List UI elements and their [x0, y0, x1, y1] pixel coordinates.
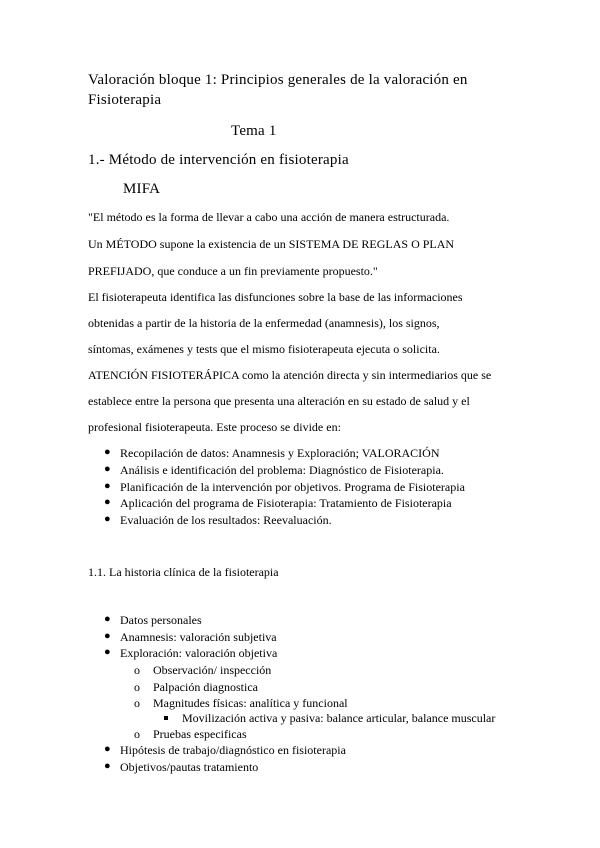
list-item: Palpación diagnostica [153, 680, 258, 694]
bullet-dot-icon: ● [104, 743, 111, 755]
section-1-heading: 1.- Método de intervención en fisioterapia [88, 152, 349, 168]
tema-heading: Tema 1 [231, 123, 277, 139]
paragraph-line: Un MÉTODO supone la existencia de un SISTEMA DE REGLAS O PLAN [88, 237, 455, 251]
list-item: Recopilación de datos: Anamnesis y Exploración; VALORACIÓN [120, 446, 440, 460]
paragraph-line: obtenidas a partir de la historia de la enfermedad (anamnesis), los signos, [88, 316, 440, 330]
list-item: Magnitudes físicas: analítica y funcional [153, 696, 348, 710]
list-item: Análisis e identificación del problema: Diagnóstico de Fisioterapia. [120, 463, 444, 477]
bullet-o-icon: o [134, 680, 140, 694]
list-item: Evaluación de los resultados: Reevaluación. [120, 513, 332, 527]
bullet-dot-icon: ● [104, 446, 111, 458]
paragraph-line: establece entre la persona que presenta una alteración en su estado de salud y el [88, 394, 470, 408]
list-item: Observación/ inspección [153, 663, 272, 677]
list-item: Aplicación del programa de Fisioterapia: Tratamiento de Fisioterapia [120, 496, 452, 510]
document-title-line1: Valoración bloque 1: Principios generales de la valoración en [88, 72, 468, 88]
paragraph-line: ATENCIÓN FISIOTERÁPICA como la atención directa y sin intermediarios que se [88, 368, 492, 382]
paragraph-line: "El método es la forma de llevar a cabo una acción de manera estructurada. [88, 210, 450, 224]
bullet-dot-icon: ● [104, 480, 111, 492]
list-item: Datos personales [120, 613, 202, 627]
bullet-square-icon [164, 716, 168, 720]
paragraph-line: síntomas, exámenes y tests que el mismo fisioterapeuta ejecuta o solicita. [88, 342, 440, 356]
list-item: Hipótesis de trabajo/diagnóstico en fisioterapia [120, 743, 346, 757]
paragraph-line: PREFIJADO, que conduce a un fin previamente propuesto." [88, 264, 378, 278]
bullet-dot-icon: ● [104, 630, 111, 642]
bullet-dot-icon: ● [104, 513, 111, 525]
bullet-dot-icon: ● [104, 760, 111, 772]
bullet-dot-icon: ● [104, 613, 111, 625]
document-title-line2: Fisioterapia [88, 92, 162, 108]
list-item: Exploración: valoración objetiva [120, 646, 278, 660]
list-item: Objetivos/pautas tratamiento [120, 760, 259, 774]
paragraph-line: El fisioterapeuta identifica las disfunciones sobre la base de las informaciones [88, 290, 463, 304]
list-item: Planificación de la intervención por objetivos. Programa de Fisioterapia [120, 480, 465, 494]
section-1-1-heading: 1.1. La historia clínica de la fisioterapia [88, 565, 279, 579]
bullet-dot-icon: ● [104, 463, 111, 475]
mifa-heading: MIFA [123, 181, 161, 197]
bullet-dot-icon: ● [104, 646, 111, 658]
bullet-o-icon: o [134, 696, 140, 710]
list-item: Anamnesis: valoración subjetiva [120, 630, 277, 644]
bullet-o-icon: o [134, 663, 140, 677]
paragraph-line: profesional fisioterapeuta. Este proceso se divide en: [88, 420, 341, 434]
list-item: Movilización activa y pasiva: balance articular, balance muscular [182, 711, 496, 725]
list-item: Pruebas especificas [153, 727, 247, 741]
bullet-dot-icon: ● [104, 496, 111, 508]
bullet-o-icon: o [134, 727, 140, 741]
